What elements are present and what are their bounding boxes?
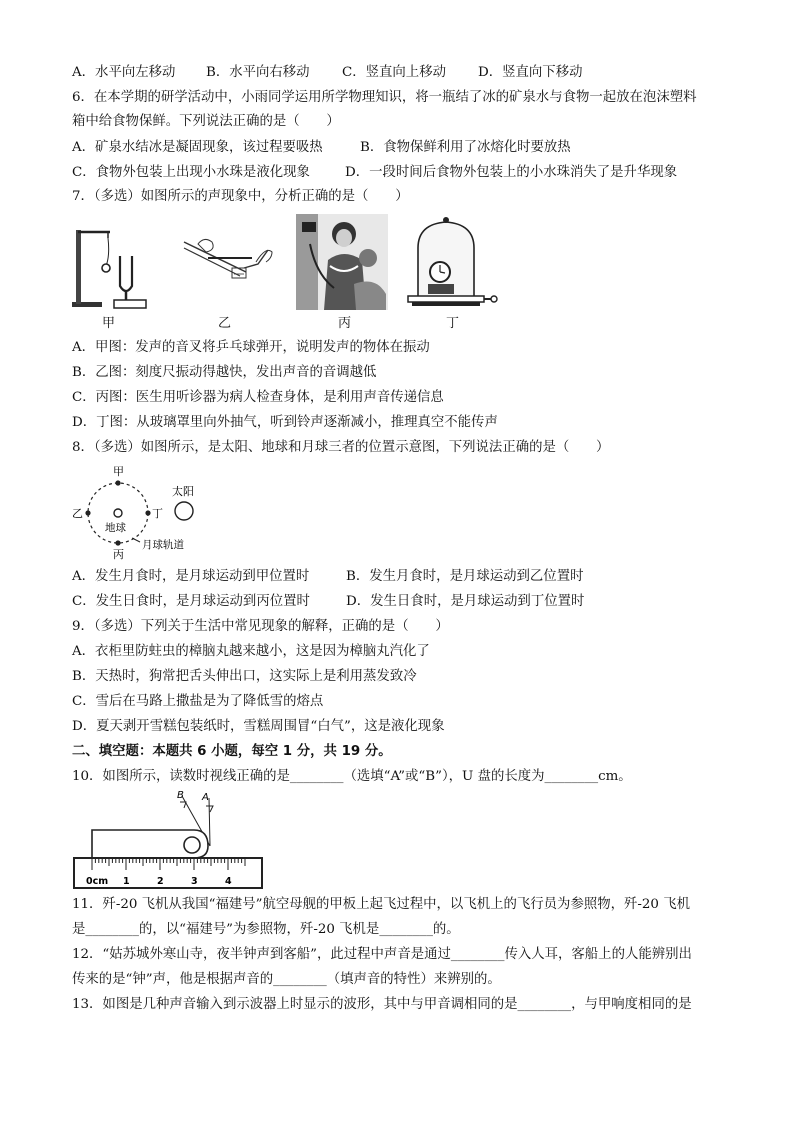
ruler-label-4: 4 xyxy=(225,876,232,887)
q8-option-c: C．发生日食时，是月球运动到丙位置时 xyxy=(72,594,310,609)
figure-caption-ding: 丁 xyxy=(446,316,460,331)
sun-label: 太阳 xyxy=(172,485,194,498)
ruler-vibration-figure xyxy=(178,228,278,298)
q6-option-d: D．一段时间后食物外包装上的小水珠消失了是升华现象 xyxy=(345,165,678,180)
q8-stem: 8．（多选）如图所示，是太阳、地球和月球三者的位置示意图，下列说法正确的是（ ） xyxy=(72,440,610,455)
figure-caption-yi: 乙 xyxy=(218,316,232,331)
q5-option-d: D．竖直向下移动 xyxy=(478,65,583,80)
sun-earth-moon-figure xyxy=(66,462,216,562)
q9-stem: 9．（多选）下列关于生活中常见现象的解释，正确的是（ ） xyxy=(72,619,449,634)
q10-stem: 10．如图所示，读数时视线正确的是________（选填“A”或“B”），U 盘的长度为________cm。 xyxy=(72,769,632,784)
figure-caption-bing: 丙 xyxy=(338,316,352,331)
q9-option-a: A．衣柜里防蛀虫的樟脑丸越来越小，这是因为樟脑丸汽化了 xyxy=(72,644,430,659)
q13-line1: 13．如图是几种声音输入到示波器上时显示的波形，其中与甲音调相同的是________，与甲响度相同的是 xyxy=(72,997,692,1012)
q7-stem: 7．（多选）如图所示的声现象中，分析正确的是（ ） xyxy=(72,189,409,204)
q7-option-c: C．丙图：医生用听诊器为病人检查身体，是利用声音传递信息 xyxy=(72,390,444,405)
orbit-label-yi: 乙 xyxy=(72,507,83,520)
figure-caption-jia: 甲 xyxy=(102,316,116,331)
ruler-label-2: 2 xyxy=(157,876,164,887)
q6-stem-line1: 6．在本学期的研学活动中，小雨同学运用所学物理知识，将一瓶结了冰的矿泉水与食物一起放在泡沫塑料 xyxy=(72,90,697,105)
q7-option-a: A．甲图：发声的音叉将乒乓球弹开，说明发声的物体在振动 xyxy=(72,340,430,355)
q9-option-b: B．天热时，狗常把舌头伸出口，这实际上是利用蒸发致冷 xyxy=(72,669,417,684)
q5-option-b: B．水平向右移动 xyxy=(206,65,310,80)
orbit-label-jia: 甲 xyxy=(113,465,124,478)
earth-label: 地球 xyxy=(105,522,126,534)
q11-line2: 是________的，以“福建号”为参照物，歼-20 飞机是________的。 xyxy=(72,922,460,937)
q7-option-d: D．丁图：从玻璃罩里向外抽气，听到铃声逐渐减小，推理真空不能传声 xyxy=(72,415,498,430)
q5-option-c: C．竖直向上移动 xyxy=(342,65,446,80)
q8-option-d: D．发生日食时，是月球运动到丁位置时 xyxy=(346,594,585,609)
orbit-label-ding: 丁 xyxy=(152,507,163,520)
section-title-fill-in: 二、填空题：本题共 6 小题，每空 1 分，共 19 分。 xyxy=(72,744,392,759)
q12-line1: 12．“姑苏城外寒山寺，夜半钟声到客船”，此过程中声音是通过________传入人耳，客船上的人能辨别出 xyxy=(72,947,692,962)
bell-jar-figure xyxy=(404,216,498,310)
q8-option-a: A．发生月食时，是月球运动到甲位置时 xyxy=(72,569,310,584)
orbit-name-label: 月球轨道 xyxy=(142,539,184,551)
ruler-label-3: 3 xyxy=(191,876,198,887)
q9-option-d: D．夏天剥开雪糕包装纸时，雪糕周围冒“白气”，这是液化现象 xyxy=(72,719,445,734)
stethoscope-figure xyxy=(296,214,388,310)
sight-line-a-label: A xyxy=(202,792,209,803)
q5-option-a: A．水平向左移动 xyxy=(72,65,176,80)
q6-option-b: B．食物保鲜利用了冰熔化时要放热 xyxy=(360,140,571,155)
q12-line2: 传来的是“钟”声，他是根据声音的________（填声音的特性）来辨别的。 xyxy=(72,972,501,987)
ruler-label-0: 0cm xyxy=(86,876,109,887)
q9-option-c: C．雪后在马路上撒盐是为了降低雪的熔点 xyxy=(72,694,324,709)
tuning-fork-figure xyxy=(70,216,160,312)
q7-option-b: B．乙图：刻度尺振动得越快，发出声音的音调越低 xyxy=(72,365,377,380)
q11-line1: 11．歼-20 飞机从我国“福建号”航空母舰的甲板上起飞过程中，以飞机上的飞行员为参照物，歼-20 飞机 xyxy=(72,897,690,912)
ruler-label-1: 1 xyxy=(123,876,130,887)
q6-option-c: C．食物外包装上出现小水珠是液化现象 xyxy=(72,165,310,180)
orbit-label-bing: 丙 xyxy=(113,548,124,561)
q6-stem-line2: 箱中给食物保鲜。下列说法正确的是（ ） xyxy=(72,114,340,129)
ruler-usb-figure xyxy=(72,788,266,892)
sight-line-b-label: B xyxy=(177,790,184,801)
q8-option-b: B．发生月食时，是月球运动到乙位置时 xyxy=(346,569,584,584)
q6-option-a: A．矿泉水结冰是凝固现象，该过程要吸热 xyxy=(72,140,323,155)
